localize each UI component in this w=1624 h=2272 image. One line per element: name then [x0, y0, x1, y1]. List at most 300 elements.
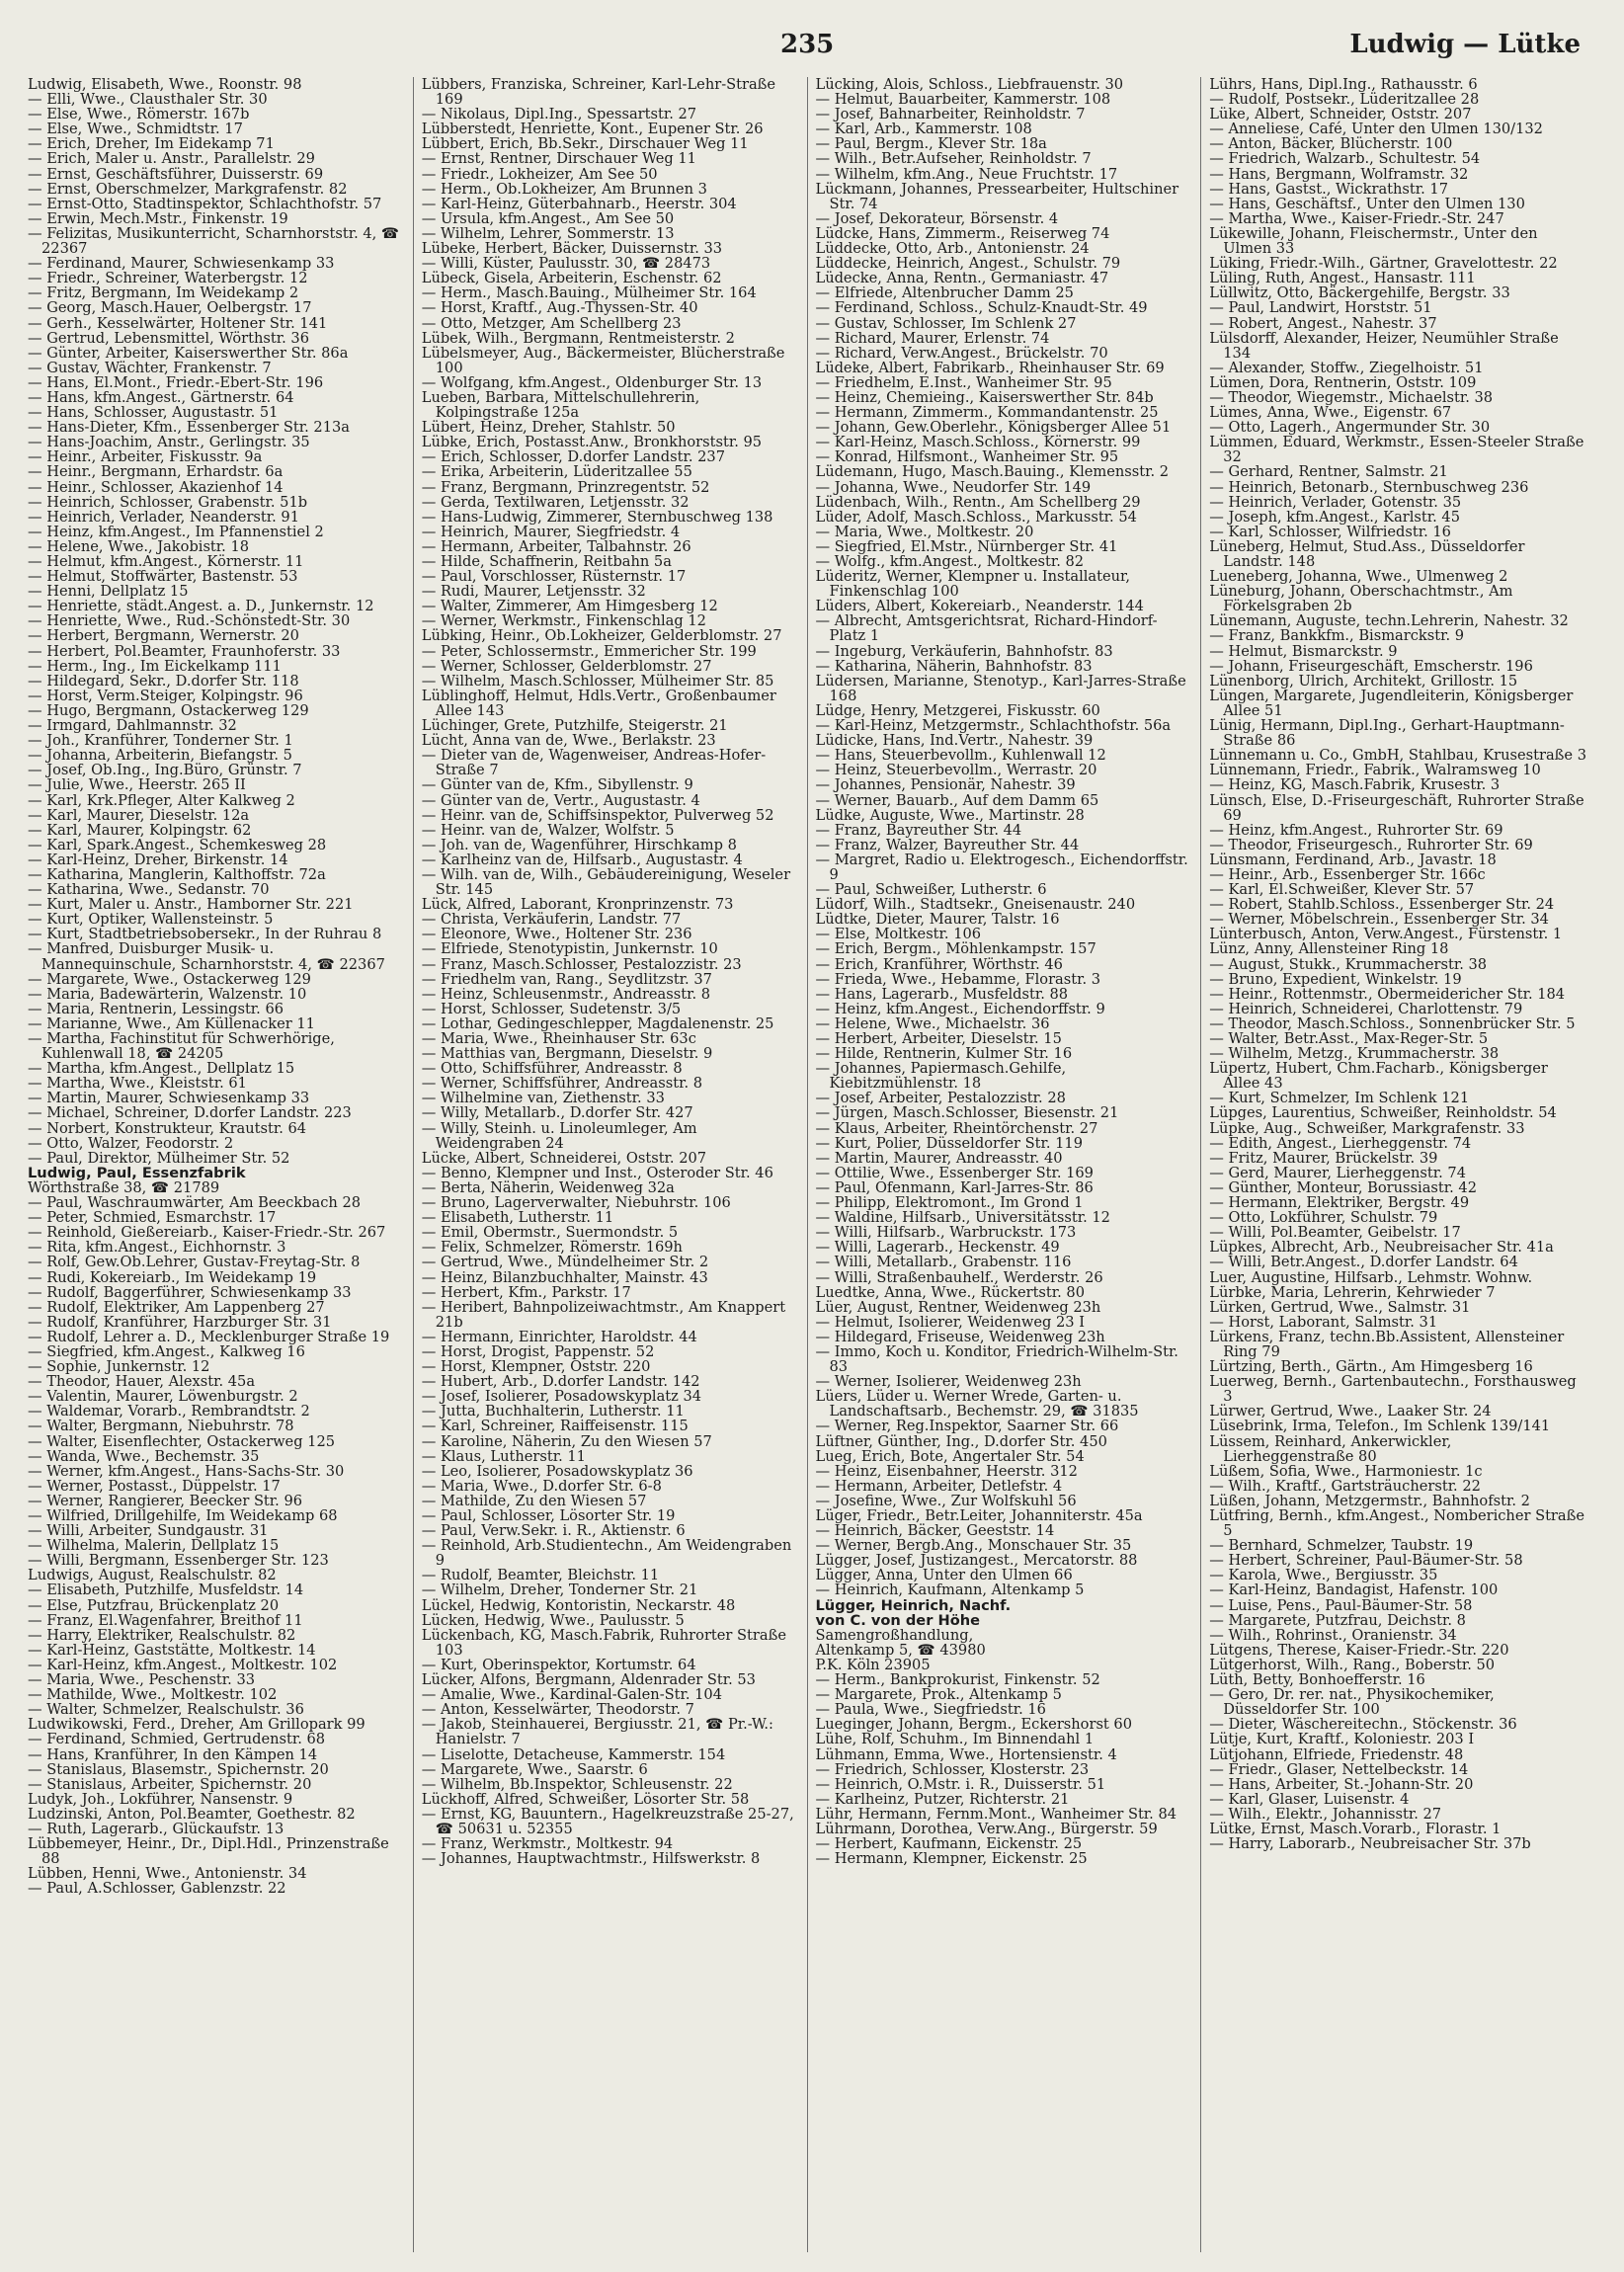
directory-entry: — Martin, Maurer, Schwiesenkamp 33 [28, 1090, 310, 1107]
directory-entry: — Hans, Gastst., Wickrathstr. 17 [1209, 180, 1449, 198]
directory-entry: — Valentin, Maurer, Löwenburgstr. 2 [28, 1388, 298, 1406]
directory-entry: Lünsmann, Ferdinand, Arb., Javastr. 18 [1209, 851, 1497, 868]
directory-entry: — Rudi, Maurer, Letjensstr. 32 [421, 583, 646, 601]
directory-entry: — Heinz, Eisenbahner, Heerstr. 312 [815, 1462, 1078, 1480]
directory-entry: — Walter, Betr.Asst., Max-Reger-Str. 5 [1209, 1030, 1489, 1047]
directory-entry: — Felizitas, Musikunterricht, Scharnhorststr. 4, ☎ 22367 [28, 224, 400, 258]
directory-entry: — Heinz, KG, Masch.Fabrik, Krusestr. 3 [1209, 776, 1501, 794]
directory-entry: — Heinz, Schleusenmstr., Andreasstr. 8 [421, 985, 711, 1003]
directory-entry: Lücken, Hedwig, Wwe., Paulusstr. 5 [421, 1611, 685, 1629]
directory-entry: — Heinrich, Verlader, Neanderstr. 91 [28, 508, 299, 526]
directory-entry: — Heinz, Chemieing., Kaiserswerther Str. 84b [815, 388, 1154, 406]
directory-entry: — Paul, Waschraumwärter, Am Beeckbach 28 [28, 1194, 362, 1212]
directory-entry: — Friedrich, Walzarb., Schultestr. 54 [1209, 150, 1481, 168]
directory-entry: — Hans, Bergmann, Wolframstr. 32 [1209, 165, 1469, 183]
directory-entry: — Elisabeth, Putzhilfe, Musfeldstr. 14 [28, 1582, 304, 1599]
directory-entry: — Friedhelm, E.Inst., Wanheimer Str. 95 [815, 373, 1112, 391]
directory-entry: — Bernhard, Schmelzer, Taubstr. 19 [1209, 1537, 1474, 1555]
directory-entry: — Alexander, Stoffw., Ziegelhoistr. 51 [1209, 359, 1484, 376]
directory-entry: Lueneberg, Johanna, Wwe., Ulmenweg 2 [1209, 568, 1508, 586]
directory-entry: Lücke, Albert, Schneiderei, Oststr. 207 [421, 1149, 707, 1167]
directory-entry: — Rudolf, Elektriker, Am Lappenberg 27 [28, 1298, 325, 1316]
directory-entry: — Hermann, Arbeiter, Detlefstr. 4 [815, 1477, 1063, 1495]
directory-entry: — Hans, Arbeiter, St.-Johann-Str. 20 [1209, 1775, 1474, 1793]
directory-entry: — Martha, kfm.Angest., Dellplatz 15 [28, 1060, 295, 1078]
directory-entry: Lüpges, Laurentius, Schweißer, Reinholdstr. 54 [1209, 1104, 1557, 1122]
directory-entry: — Erich, Maler u. Anstr., Parallelstr. 29 [28, 150, 315, 168]
directory-entry: Lüdorf, Wilh., Stadtsekr., Gneisenaustr. 240 [815, 896, 1136, 914]
directory-entry: — Herbert, Schreiner, Paul-Bäumer-Str. 58 [1209, 1552, 1523, 1570]
directory-entry: — Friedrich, Schlosser, Klosterstr. 23 [815, 1760, 1090, 1778]
directory-entry: — Karl-Heinz, Dreher, Birkenstr. 14 [28, 851, 288, 868]
directory-entry: — Gerda, Textilwaren, Letjensstr. 32 [421, 493, 690, 511]
directory-entry: — Herbert, Kaufmann, Eickenstr. 25 [815, 1835, 1083, 1853]
directory-entry: — Horst, Schlosser, Sudetenstr. 3/5 [421, 1000, 682, 1017]
directory-entry: — Karl-Heinz, Masch.Schloss., Körnerstr. 99 [815, 434, 1141, 451]
directory-entry: — Paul, Bergm., Klever Str. 18a [815, 135, 1047, 153]
directory-entry: — Bruno, Expedient, Winkelstr. 19 [1209, 970, 1462, 988]
directory-entry: Ludwikowski, Ferd., Dreher, Am Grillopark 99 [28, 1716, 365, 1734]
directory-entry: — Hilde, Schaffnerin, Reitbahn 5a [421, 553, 672, 570]
directory-entry: — Eleonore, Wwe., Holtener Str. 236 [421, 926, 692, 943]
directory-entry: Lüdemann, Hugo, Masch.Bauing., Klemensstr. 2 [815, 463, 1170, 481]
directory-entry: Lütgens, Therese, Kaiser-Friedr.-Str. 220 [1209, 1641, 1509, 1659]
directory-entry: Lübking, Heinr., Ob.Lokheizer, Gelderblomstr. 27 [421, 627, 782, 645]
directory-entry: — Josef, Isolierer, Posadowskyplatz 34 [421, 1388, 702, 1406]
directory-entry: — Edith, Angest., Lierheggenstr. 74 [1209, 1134, 1472, 1152]
directory-entry: — Karl, Schreiner, Raiffeisenstr. 115 [421, 1418, 689, 1435]
directory-entry: — Willi, Bergmann, Essenberger Str. 123 [28, 1552, 329, 1570]
directory-entry: — Elisabeth, Lutherstr. 11 [421, 1209, 614, 1227]
directory-entry: — Wilhelm, Lehrer, Sommerstr. 13 [421, 224, 675, 242]
directory-entry: — Günter van de, Vertr., Augustastr. 4 [421, 791, 700, 809]
directory-entry: Lüdcke, Hans, Zimmerm., Reiserweg 74 [815, 224, 1110, 242]
directory-entry: Lübke, Erich, Postasst.Anw., Bronkhorststr. 95 [421, 434, 763, 451]
directory-entry: Lürwer, Gertrud, Wwe., Laaker Str. 24 [1209, 1403, 1492, 1420]
directory-entry: Lüking, Friedr.-Wilh., Gärtner, Gravelottestr. 22 [1209, 255, 1558, 273]
directory-entry: — Herbert, Kfm., Parkstr. 17 [421, 1283, 631, 1301]
directory-entry: Lück, Alfred, Laborant, Kronprinzenstr. 73 [421, 896, 734, 914]
directory-entry: — Harry, Laborarb., Neubreisacher Str. 37b [1209, 1835, 1531, 1853]
directory-entry: Lüth, Betty, Bonhoefferstr. 16 [1209, 1671, 1425, 1689]
directory-entry: — Otto, Lagerh., Angermunder Str. 30 [1209, 419, 1491, 437]
directory-entry: — Günther, Monteur, Borussiastr. 42 [1209, 1178, 1477, 1196]
directory-entry: Lüllwitz, Otto, Bäckergehilfe, Bergstr. 33 [1209, 284, 1510, 302]
directory-entry: Altenkamp 5, ☎ 43980 [815, 1641, 986, 1659]
directory-entry: — Emil, Obermstr., Suermondstr. 5 [421, 1224, 679, 1242]
directory-entry: — Margarete, Putzfrau, Deichstr. 8 [1209, 1611, 1466, 1629]
directory-entry: — Helmut, kfm.Angest., Körnerstr. 11 [28, 553, 304, 570]
directory-entry: Lüchinger, Grete, Putzhilfe, Steigerstr. 21 [421, 717, 728, 735]
directory-entry: — Martha, Wwe., Kleiststr. 61 [28, 1075, 247, 1093]
directory-entry: — Henni, Dellplatz 15 [28, 583, 189, 601]
directory-entry: — Walter, Bergmann, Niebuhrstr. 78 [28, 1418, 294, 1435]
directory-entry: — Karl, Schlosser, Wilfriedstr. 16 [1209, 523, 1451, 540]
directory-entry: — Erich, Dreher, Im Eidekamp 71 [28, 135, 275, 153]
directory-entry: — Johannes, Papiermasch.Gehilfe, Kiebitzmühlenstr. 18 [815, 1060, 1067, 1093]
directory-entry: Lüger, Friedr., Betr.Leiter, Johanniterstr. 45a [815, 1507, 1143, 1524]
directory-entry: — Ferdinand, Maurer, Schwiesenkamp 33 [28, 255, 335, 273]
directory-entry: — Hans, Geschäftsf., Unter den Ulmen 130 [1209, 195, 1525, 212]
directory-entry: — Marianne, Wwe., Am Küllenacker 11 [28, 1014, 315, 1032]
directory-entry: — Else, Wwe., Schmidtstr. 17 [28, 121, 243, 138]
directory-entry: — Leo, Isolierer, Posadowskyplatz 36 [421, 1462, 693, 1480]
directory-entry: — Helmut, Stoffwärter, Bastenstr. 53 [28, 568, 298, 586]
directory-entry: Lueg, Erich, Bote, Angertaler Str. 54 [815, 1447, 1085, 1465]
directory-entry: — Wilhelmine van, Ziethenstr. 33 [421, 1090, 665, 1107]
directory-entry: — Johannes, Pensionär, Nahestr. 39 [815, 776, 1076, 794]
directory-entry: — Erika, Arbeiterin, Lüderitzallee 55 [421, 463, 692, 481]
directory-entry: — Katharina, Manglerin, Kalthoffstr. 72a [28, 865, 326, 883]
directory-entry: Lüderitz, Werner, Klempner u. Installateur, Finkenschlag 100 [815, 568, 1131, 601]
directory-entry: — Josef, Ob.Ing., Ing.Büro, Grünstr. 7 [28, 762, 302, 779]
directory-entry: — Maria, Wwe., Rheinhauser Str. 63c [421, 1030, 696, 1047]
directory-entry: — Sophie, Junkernstr. 12 [28, 1358, 210, 1376]
directory-entry: — Friedr., Glaser, Nettelbeckstr. 14 [1209, 1760, 1469, 1778]
directory-entry: Lübert, Heinz, Dreher, Stahlstr. 50 [421, 419, 676, 437]
directory-entry: — Horst, Klempner, Oststr. 220 [421, 1358, 651, 1376]
directory-entry: — Anton, Kesselwärter, Theodorstr. 7 [421, 1701, 694, 1719]
directory-entry: — Helmut, Bismarckstr. 9 [1209, 642, 1398, 660]
directory-entry: — Willi, Metallarb., Grabenstr. 116 [815, 1254, 1072, 1271]
directory-entry: — Mathilde, Zu den Wiesen 57 [421, 1492, 647, 1509]
directory-entry: Lücking, Alois, Schloss., Liebfrauenstr. 30 [815, 77, 1124, 93]
directory-entry: — Anton, Bäcker, Blücherstr. 100 [1209, 135, 1453, 153]
directory-entry: — Karl, Glaser, Luisenstr. 4 [1209, 1790, 1410, 1808]
directory-entry: — Lothar, Gedingeschlepper, Magdalenenstr. 25 [421, 1014, 774, 1032]
directory-entry: — Josefine, Wwe., Zur Wolfskuhl 56 [815, 1492, 1077, 1509]
directory-entry: — Robert, Angest., Nahestr. 37 [1209, 314, 1437, 332]
directory-entry: — Karoline, Näherin, Zu den Wiesen 57 [421, 1432, 712, 1450]
directory-entry: — Rudolf, Baggerführer, Schwiesenkamp 33 [28, 1283, 352, 1301]
directory-entry: — Margarete, Wwe., Ostackerweg 129 [28, 970, 311, 988]
directory-entry: Lückenbach, KG, Masch.Fabrik, Ruhrorter Straße 103 [421, 1626, 786, 1659]
directory-entry: Lügger, Anna, Unter den Ulmen 66 [815, 1567, 1073, 1584]
directory-entry: — Karl, Maurer, Kolpingstr. 62 [28, 821, 252, 839]
directory-entry: — Stanislaus, Blasemstr., Spichernstr. 20 [28, 1760, 329, 1778]
directory-entry: Lüdke, Auguste, Wwe., Martinstr. 28 [815, 806, 1085, 824]
directory-entry: — Immo, Koch u. Konditor, Friedrich-Wilhelm-Str. 83 [815, 1342, 1178, 1376]
directory-entry: — Luise, Pens., Paul-Bäumer-Str. 58 [1209, 1596, 1473, 1614]
directory-entry: Luedtke, Anna, Wwe., Rückertstr. 80 [815, 1283, 1086, 1301]
directory-entry: Lückel, Hedwig, Kontoristin, Neckarstr. 48 [421, 1596, 736, 1614]
directory-entry: — Karl, El.Schweißer, Klever Str. 57 [1209, 881, 1475, 899]
directory-entry: — Paul, A.Schlosser, Gablenzstr. 22 [28, 1880, 286, 1898]
directory-entry: — Klaus, Arbeiter, Rheintörchenstr. 27 [815, 1119, 1098, 1137]
directory-entry: — Horst, Drogist, Pappenstr. 52 [421, 1342, 655, 1360]
running-header: Ludwig — Lütke [1349, 30, 1581, 59]
directory-entry: — Willi, Lagerarb., Heckenstr. 49 [815, 1239, 1060, 1257]
directory-entry: — Fritz, Maurer, Brückelstr. 39 [1209, 1149, 1438, 1167]
directory-entry: Lütgerhorst, Wilh., Rang., Boberstr. 50 [1209, 1656, 1496, 1673]
directory-entry: — Franz, Bayreuther Str. 44 [815, 821, 1022, 839]
directory-entry: — Kurt, Maler u. Anstr., Hamborner Str. 221 [28, 896, 354, 914]
directory-entry: — Helmut, Bauarbeiter, Kammerstr. 108 [815, 91, 1111, 109]
directory-entry: — Wolfg., kfm.Angest., Moltkestr. 82 [815, 553, 1085, 570]
directory-entry: — Wolfgang, kfm.Angest., Oldenburger Str. 13 [421, 373, 763, 391]
directory-entry: Lünz, Anny, Allensteiner Ring 18 [1209, 940, 1449, 958]
directory-entry: Lüdicke, Hans, Ind.Vertr., Nahestr. 39 [815, 732, 1094, 750]
directory-entry: — Rudolf, Kranführer, Harzburger Str. 31 [28, 1313, 332, 1331]
directory-entry: — Ingeburg, Verkäuferin, Bahnhofstr. 83 [815, 642, 1113, 660]
directory-entry: — Herm., Bankprokurist, Finkenstr. 52 [815, 1671, 1100, 1689]
directory-entry: — Ernst-Otto, Stadtinspektor, Schlachthofstr. 57 [28, 195, 382, 212]
directory-entry: — Rudolf, Postsekr., Lüderitzallee 28 [1209, 91, 1480, 109]
directory-entry: — Karola, Wwe., Bergiusstr. 35 [1209, 1567, 1438, 1584]
directory-entry: Lübben, Henni, Wwe., Antonienstr. 34 [28, 1865, 307, 1883]
directory-entry: Lückhoff, Alfred, Schweißer, Lösorter Str. 58 [421, 1790, 750, 1808]
directory-column-2 [413, 77, 807, 2252]
directory-entry: — Helene, Wwe., Michaelstr. 36 [815, 1014, 1050, 1032]
directory-entry: — Friedr., Schreiner, Waterbergstr. 12 [28, 270, 308, 287]
page-number: 235 [780, 30, 835, 59]
directory-entry: — Albrecht, Amtsgerichtsrat, Richard-Hindorf-Platz 1 [815, 612, 1158, 645]
directory-entry: — Gerhard, Rentner, Salmstr. 21 [1209, 463, 1448, 481]
directory-entry: Lülsdorff, Alexander, Heizer, Neumühler Straße 134 [1209, 329, 1559, 362]
directory-entry: — Franz, Werkmstr., Moltkestr. 94 [421, 1835, 674, 1853]
directory-entry: — Ferdinand, Schloss., Schulz-Knaudt-Str. 49 [815, 299, 1148, 317]
directory-entry: — Heinrich, Betonarb., Sternbuschweg 236 [1209, 478, 1529, 496]
directory-entry: — Heinr., Rottenmstr., Obermeidericher Str. 184 [1209, 985, 1566, 1003]
directory-entry: — Heinr. van de, Walzer, Wolfstr. 5 [421, 821, 675, 839]
directory-entry: — Horst, Kraftf., Aug.-Thyssen-Str. 40 [421, 299, 698, 317]
directory-entry: Lümmen, Eduard, Werkmstr., Essen-Steeler Straße 32 [1209, 434, 1584, 466]
directory-entry: — Heinz, kfm.Angest., Eichendorffstr. 9 [815, 1000, 1105, 1017]
directory-entry: Lürbke, Maria, Lehrerin, Kehrwieder 7 [1209, 1283, 1496, 1301]
directory-entry: — Kurt, Oberinspektor, Kortumstr. 64 [421, 1656, 696, 1673]
directory-entry: Lüddecke, Otto, Arb., Antonienstr. 24 [815, 240, 1090, 258]
directory-entry: — Heinz, kfm.Angest., Ruhrorter Str. 69 [1209, 821, 1503, 839]
directory-entry: — Reinhold, Gießereiarb., Kaiser-Friedr.-Str. 267 [28, 1224, 386, 1242]
directory-entry: — Rita, kfm.Angest., Eichhornstr. 3 [28, 1239, 286, 1257]
directory-entry: — Heinrich, Maurer, Siegfriedstr. 4 [421, 523, 681, 540]
directory-entry: — Jürgen, Masch.Schlosser, Biesenstr. 21 [815, 1104, 1119, 1122]
directory-entry: — Paul, Direktor, Mülheimer Str. 52 [28, 1149, 290, 1167]
directory-entry: — Fritz, Bergmann, Im Weidekamp 2 [28, 284, 299, 302]
directory-entry: — Rudolf, Lehrer a. D., Mecklenburger Straße 19 [28, 1328, 390, 1345]
directory-entry: Lümen, Dora, Rentnerin, Oststr. 109 [1209, 373, 1477, 391]
directory-entry: Lüßem, Sofia, Wwe., Harmoniestr. 1c [1209, 1462, 1483, 1480]
directory-entry: — Robert, Stahlb.Schloss., Essenberger Str. 24 [1209, 896, 1555, 914]
directory-entry: — Karl, Arb., Kammerstr. 108 [815, 121, 1032, 138]
directory-entry: — Martha, Wwe., Kaiser-Friedr.-Str. 247 [1209, 209, 1504, 227]
directory-entry: — Hans, Lagerarb., Musfeldstr. 88 [815, 985, 1069, 1003]
directory-entry: Lühr, Hermann, Fernm.Mont., Wanheimer Str. 84 [815, 1805, 1177, 1823]
directory-entry: — Karl-Heinz, Bandagist, Hafenstr. 100 [1209, 1582, 1499, 1599]
directory-entry: — Herm., Ob.Lokheizer, Am Brunnen 3 [421, 180, 707, 198]
directory-entry: — Johannes, Hauptwachtmstr., Hilfswerkstr. 8 [421, 1850, 761, 1868]
directory-entry: Lümes, Anna, Wwe., Eigenstr. 67 [1209, 404, 1452, 422]
directory-entry: Lünnemann u. Co., GmbH, Stahlbau, Krusestraße 3 [1209, 747, 1586, 765]
directory-entry: — Else, Moltkestr. 106 [815, 926, 982, 943]
directory-entry: — Heinz, kfm.Angest., Im Pfannenstiel 2 [28, 523, 324, 540]
directory-entry: — Werner, kfm.Angest., Hans-Sachs-Str. 30 [28, 1462, 345, 1480]
directory-entry: Lüneberg, Helmut, Stud.Ass., Düsseldorfer Landstr. 148 [1209, 537, 1525, 570]
directory-entry: — Irmgard, Dahlmannstr. 32 [28, 717, 237, 735]
directory-entry: — Willi, Straßenbauhelf., Werderstr. 26 [815, 1268, 1103, 1286]
directory-entry: — Paul, Verw.Sekr. i. R., Aktienstr. 6 [421, 1522, 686, 1540]
directory-entry: — Peter, Schlossermstr., Emmericher Str. 199 [421, 642, 757, 660]
directory-entry: Lührmann, Dorothea, Verw.Ang., Bürgerstr. 59 [815, 1820, 1158, 1837]
directory-entry: — Gerd, Maurer, Lierheggenstr. 74 [1209, 1164, 1466, 1181]
directory-entry: — Heinrich, Schneiderei, Charlottenstr. 79 [1209, 1000, 1523, 1017]
directory-entry: — Siegfried, El.Mstr., Nürnberger Str. 41 [815, 537, 1118, 555]
directory-entry: — Heinrich, Kaufmann, Altenkamp 5 [815, 1582, 1085, 1599]
directory-entry: — Hans-Joachim, Anstr., Gerlingstr. 35 [28, 434, 310, 451]
directory-entry: — Nikolaus, Dipl.Ing., Spessartstr. 27 [421, 106, 697, 123]
directory-entry: Ludzinski, Anton, Pol.Beamter, Goethestr. 82 [28, 1805, 356, 1823]
directory-entry: — Julie, Wwe., Heerstr. 265 II [28, 776, 246, 794]
directory-entry: — Günter van de, Kfm., Sibyllenstr. 9 [421, 776, 693, 794]
directory-entry: — Heinrich, O.Mstr. i. R., Duisserstr. 51 [815, 1775, 1106, 1793]
directory-entry: Lüdtke, Dieter, Maurer, Talstr. 16 [815, 911, 1060, 929]
directory-entry: — Heinr. van de, Schiffsinspektor, Pulverweg 52 [421, 806, 774, 824]
directory-entry: — Heribert, Bahnpolizeiwachtmstr., Am Knappert 21b [421, 1298, 786, 1331]
directory-entry: Lürtzing, Berth., Gärtn., Am Himgesberg 16 [1209, 1358, 1533, 1376]
directory-entry: — Heinr., Bergmann, Erhardstr. 6a [28, 463, 284, 481]
directory-entry: — Ernst, Geschäftsführer, Duisserstr. 69 [28, 165, 324, 183]
directory-entry: — Ferdinand, Schmied, Gertrudenstr. 68 [28, 1731, 326, 1748]
directory-entry: — Maria, Badewärterin, Walzenstr. 10 [28, 985, 307, 1003]
directory-entry: — Karl, Krk.Pfleger, Alter Kalkweg 2 [28, 791, 295, 809]
directory-entry: — Theodor, Hauer, Alexstr. 45a [28, 1373, 256, 1391]
directory-entry: — Heinrich, Bäcker, Geeststr. 14 [815, 1522, 1055, 1540]
directory-entry: Lüdge, Henry, Metzgerei, Fiskusstr. 60 [815, 701, 1100, 719]
directory-entry: — Walter, Eisenflechter, Ostackerweg 125 [28, 1432, 336, 1450]
directory-entry: Lüneburg, Johann, Oberschachtmstr., Am Förkelsgraben 2b [1209, 583, 1513, 615]
directory-entry: — Helmut, Isolierer, Weidenweg 23 I [815, 1313, 1085, 1331]
directory-entry: — Mathilde, Wwe., Moltkestr. 102 [28, 1686, 278, 1704]
directory-entry: — Wilh., Rohrinst., Oranienstr. 34 [1209, 1626, 1457, 1644]
directory-entry: Lübbemeyer, Heinr., Dr., Dipl.Hdl., Prinzenstraße 88 [28, 1835, 389, 1868]
directory-entry: — Willi, Hilfsarb., Warbruckstr. 173 [815, 1224, 1077, 1242]
directory-entry: — Wilh., Betr.Aufseher, Reinholdstr. 7 [815, 150, 1092, 168]
directory-entry: — Kurt, Stadtbetriebsobersekr., In der Ruhrau 8 [28, 926, 382, 943]
directory-entry: — Rudi, Kokereiarb., Im Weidekamp 19 [28, 1268, 317, 1286]
directory-entry: — Josef, Bahnarbeiter, Reinholdstr. 7 [815, 106, 1086, 123]
directory-entry: Ludyk, Joh., Lokführer, Nansenstr. 9 [28, 1790, 293, 1808]
directory-entry: — Horst, Laborant, Salmstr. 31 [1209, 1313, 1438, 1331]
directory-entry: — Friedr., Lokheizer, Am See 50 [421, 165, 658, 183]
directory-entry: Lüblinghoff, Helmut, Hdls.Vertr., Großenbaumer Allee 143 [421, 687, 776, 719]
directory-entry: Lübeck, Gisela, Arbeiterin, Eschenstr. 62 [421, 270, 722, 287]
directory-entry: — Ernst, Rentner, Dirschauer Weg 11 [421, 150, 696, 168]
directory-entry: — Hans-Ludwig, Zimmerer, Sternbuschweg 138 [421, 508, 773, 526]
directory-entry: — Dieter, Wäschereitechn., Stöckenstr. 36 [1209, 1716, 1517, 1734]
directory-entry: — Felix, Schmelzer, Römerstr. 169h [421, 1239, 683, 1257]
directory-entry: Lüddecke, Heinrich, Angest., Schulstr. 79 [815, 255, 1121, 273]
directory-entry: Lüders, Albert, Kokereiarb., Neanderstr. 144 [815, 598, 1144, 615]
directory-entry: Lüling, Ruth, Angest., Hansastr. 111 [1209, 270, 1476, 287]
directory-entry: — Jakob, Steinhauerei, Bergiusstr. 21, ☎ Pr.-W.: Hanielstr. 7 [421, 1716, 773, 1748]
directory-entry: Lütjohann, Elfriede, Friedenstr. 48 [1209, 1745, 1464, 1763]
directory-entry: — Ottilie, Wwe., Essenberger Str. 169 [815, 1164, 1094, 1181]
directory-entry: — Henriette, städt.Angest. a. D., Junkernstr. 12 [28, 598, 374, 615]
directory-entry: — Joh., Kranführer, Tonderner Str. 1 [28, 732, 293, 750]
directory-entry: — Hans, El.Mont., Friedr.-Ebert-Str. 196 [28, 373, 324, 391]
directory-entry: — Karlheinz, Putzer, Richterstr. 21 [815, 1790, 1070, 1808]
directory-entry: — Johanna, Arbeiterin, Biefangstr. 5 [28, 747, 292, 765]
directory-entry: — Rolf, Gew.Ob.Lehrer, Gustav-Freytag-Str. 8 [28, 1254, 361, 1271]
directory-entry: — Wilhelm, Metzg., Krummacherstr. 38 [1209, 1045, 1500, 1063]
directory-entry: — August, Stukk., Krummacherstr. 38 [1209, 955, 1488, 973]
directory-entry: — Waldemar, Vorarb., Rembrandtstr. 2 [28, 1403, 310, 1420]
directory-entry: Lütfring, Bernh., kfm.Angest., Nombericher Straße 5 [1209, 1507, 1584, 1540]
directory-column-1 [26, 77, 413, 2252]
directory-entry: — Gero, Dr. rer. nat., Physikochemiker, Düsseldorfer Str. 100 [1209, 1686, 1495, 1719]
directory-entry: — Gertrud, Lebensmittel, Wörthstr. 36 [28, 329, 309, 347]
directory-entry: — Herbert, Pol.Beamter, Fraunhoferstr. 33 [28, 642, 341, 660]
directory-entry: Lünig, Hermann, Dipl.Ing., Gerhart-Hauptmann-Straße 86 [1209, 717, 1565, 750]
directory-entry: — Hans, kfm.Angest., Gärtnerstr. 64 [28, 388, 294, 406]
directory-entry: — Ernst, Oberschmelzer, Markgrafenstr. 82 [28, 180, 348, 198]
directory-entry: — Elfriede, Stenotypistin, Junkernstr. 10 [421, 940, 718, 958]
directory-entry: Lütje, Kurt, Kraftf., Koloniestr. 203 I [1209, 1731, 1475, 1748]
directory-entry: — Benno, Klempner und Inst., Osteroder Str. 46 [421, 1164, 773, 1181]
directory-entry: — Erich, Bergm., Möhlenkampstr. 157 [815, 940, 1096, 958]
directory-entry: — Johanna, Wwe., Neudorfer Str. 149 [815, 478, 1092, 496]
directory-column-3 [807, 77, 1201, 2252]
directory-entry: — Hubert, Arb., D.dorfer Landstr. 142 [421, 1373, 700, 1391]
directory-entry: — Ruth, Lagerarb., Glückaufstr. 13 [28, 1820, 284, 1837]
directory-entry: — Wanda, Wwe., Bechemstr. 35 [28, 1447, 260, 1465]
directory-entry: — Gerh., Kesselwärter, Holtener Str. 141 [28, 314, 328, 332]
directory-entry: — Wilhelma, Malerin, Dellplatz 15 [28, 1537, 280, 1555]
directory-entry: — Margarete, Wwe., Saarstr. 6 [421, 1760, 648, 1778]
directory-entry: Lückmann, Johannes, Pressearbeiter, Hultschiner Str. 74 [815, 180, 1179, 212]
directory-entry: — Wilh. van de, Wilh., Gebäudereinigung, Weseler Str. 145 [421, 865, 791, 899]
directory-entry: — Karl, Spark.Angest., Schemkesweg 28 [28, 836, 327, 853]
directory-entry: — Joseph, kfm.Angest., Karlstr. 45 [1209, 508, 1460, 526]
directory-entry: — Wilh., Kraftf., Gartsträucherstr. 22 [1209, 1477, 1481, 1495]
directory-entry: — Herm., Masch.Bauing., Mülheimer Str. 164 [421, 284, 757, 302]
directory-entry: — Herm., Ing., Im Eickelkamp 111 [28, 657, 282, 675]
directory-entry: Lübbert, Erich, Bb.Sekr., Dirschauer Weg 11 [421, 135, 749, 153]
directory-entry: — Erich, Kranführer, Wörthstr. 46 [815, 955, 1063, 973]
directory-entry: — Hugo, Bergmann, Ostackerweg 129 [28, 701, 309, 719]
directory-entry: — Karl-Heinz, Metzgermstr., Schlachthofstr. 56a [815, 717, 1172, 735]
directory-entry: — Werner, Möbelschrein., Essenberger Str. 34 [1209, 911, 1549, 929]
directory-entry: — Maria, Rentnerin, Lessingstr. 66 [28, 1000, 284, 1017]
directory-entry: Lüdersen, Marianne, Stenotyp., Karl-Jarres-Straße 168 [815, 672, 1186, 704]
directory-entry: Lübbers, Franziska, Schreiner, Karl-Lehr-Straße 169 [421, 77, 776, 109]
directory-entry: — Franz, El.Wagenfahrer, Breithof 11 [28, 1611, 303, 1629]
directory-entry: Lürken, Gertrud, Wwe., Salmstr. 31 [1209, 1298, 1471, 1316]
directory-entry: Lünemann, Auguste, techn.Lehrerin, Nahestr. 32 [1209, 612, 1569, 630]
directory-entry: — Berta, Näherin, Weidenweg 32a [421, 1178, 675, 1196]
directory-entry: — Frieda, Wwe., Hebamme, Florastr. 3 [815, 970, 1101, 988]
directory-entry: — Maria, Wwe., D.dorfer Str. 6-8 [421, 1477, 662, 1495]
directory-entry: — Rudolf, Beamter, Bleichstr. 11 [421, 1567, 660, 1584]
directory-entry: — Hermann, Arbeiter, Talbahnstr. 26 [421, 537, 691, 555]
directory-entry: — Franz, Masch.Schlosser, Pestalozzistr. 23 [421, 955, 742, 973]
directory-entry: von C. von der Höhe [815, 1611, 981, 1629]
directory-entry: — Dieter van de, Wagenweiser, Andreas-Hofer-Straße 7 [421, 747, 767, 779]
directory-entry: — Joh. van de, Wagenführer, Hirschkamp 8 [421, 836, 737, 853]
directory-entry: — Else, Wwe., Römerstr. 167b [28, 106, 250, 123]
directory-entry: Lüßen, Johann, Metzgermstr., Bahnhofstr. 2 [1209, 1492, 1530, 1509]
directory-entry: — Heinz, Bilanzbuchhalter, Mainstr. 43 [421, 1268, 708, 1286]
directory-entry: — Kurt, Polier, Düsseldorfer Str. 119 [815, 1134, 1083, 1152]
directory-entry: Lügger, Heinrich, Nachf. [815, 1596, 1012, 1614]
directory-entry: — Katharina, Näherin, Bahnhofstr. 83 [815, 657, 1093, 675]
directory-entry: — Siegfried, kfm.Angest., Kalkweg 16 [28, 1342, 305, 1360]
directory-entry: — Herbert, Bergmann, Wernerstr. 20 [28, 627, 299, 645]
directory-entry: — Hermann, Einrichter, Haroldstr. 44 [421, 1328, 697, 1345]
directory-entry: — Paul, Landwirt, Horststr. 51 [1209, 299, 1432, 317]
directory-entry: — Willi, Pol.Beamter, Geibelstr. 17 [1209, 1224, 1461, 1242]
directory-entry: — Heinrich, Schlosser, Grabenstr. 51b [28, 493, 308, 511]
